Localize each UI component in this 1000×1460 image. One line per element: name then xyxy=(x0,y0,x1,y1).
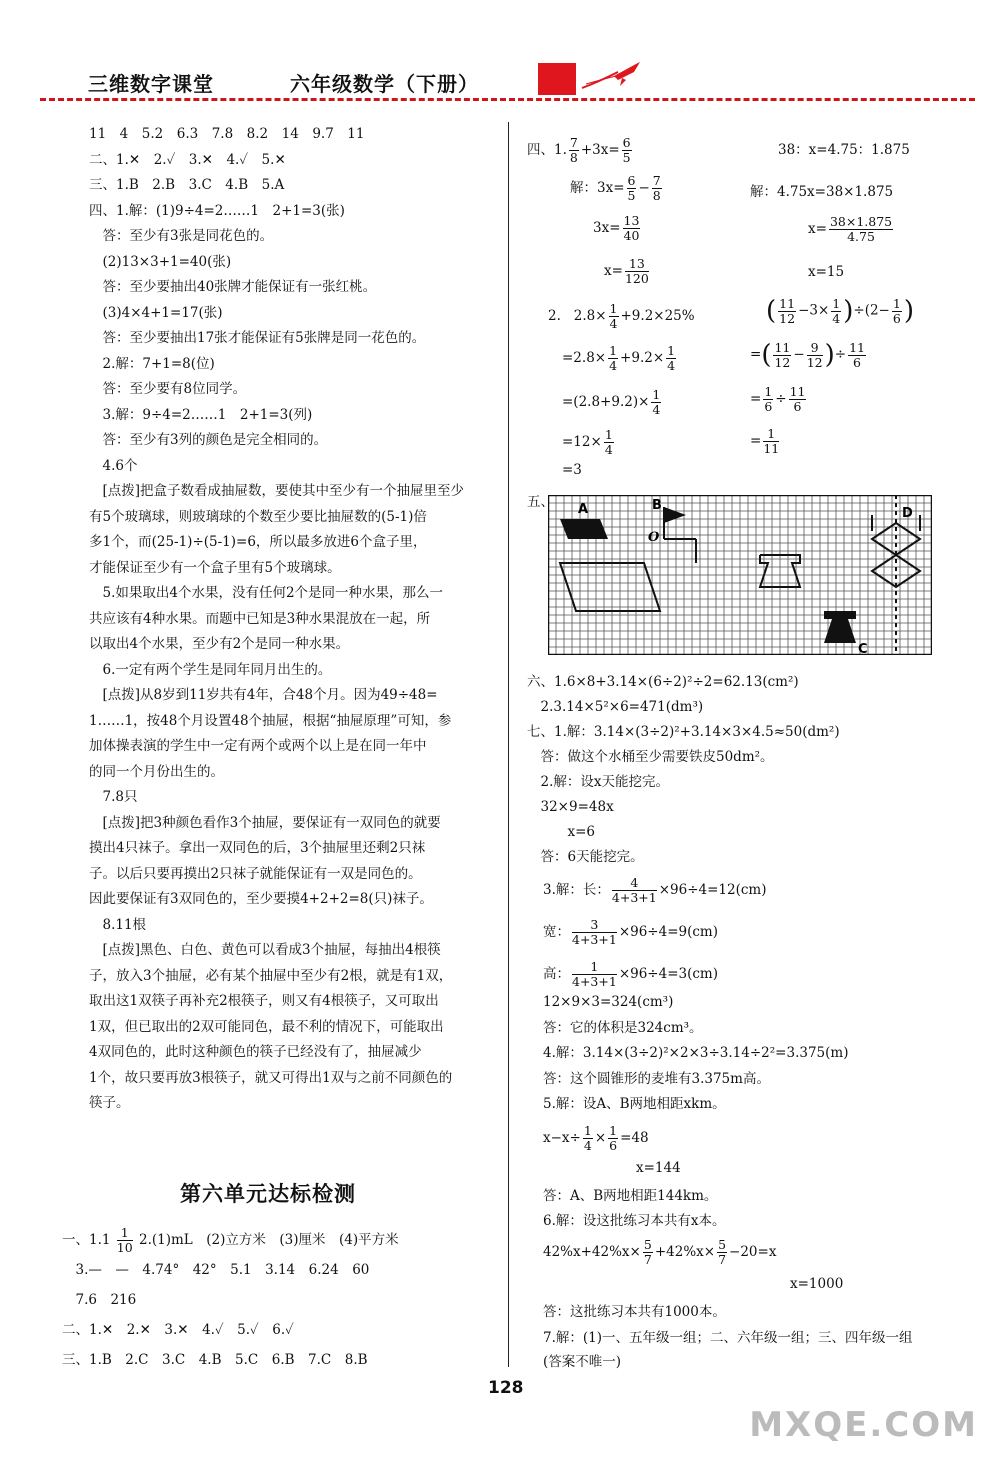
watermark: MXQE.COM xyxy=(749,1405,978,1445)
left-line: 1双，但已取出的2双可能同色，最不利的情况下，可能取出 xyxy=(89,1018,444,1035)
q4-eq2-step2: x= $\frac{38\times 1.875}{4.75}$ xyxy=(808,214,893,244)
label-c: C xyxy=(858,642,868,655)
left-line: 有5个玻璃球，则玻璃球的个数至少要比抽屉数的(5-1)倍 xyxy=(89,508,427,525)
section-title: 第六单元达标检测 xyxy=(180,1182,356,1206)
left-line: 1个，故只要再放3根筷子，就又可得出1双与之前不同颜色的 xyxy=(89,1069,453,1086)
q6-q7-lines xyxy=(527,670,840,870)
q5-equation: x−x÷ $\frac{1}{4}$ × $\frac{1}{6}$ =48 xyxy=(543,1123,649,1153)
unit6-line-3: 7.6 216 xyxy=(62,1292,137,1308)
q2-expr1-step3: =12× $\frac{1}{4}$ xyxy=(562,427,613,457)
q4-eq1: 四、1. $\frac{7}{8}$ +3x= $\frac{6}{5}$ xyxy=(527,135,631,165)
left-line: 答：至少要抽出17张才能保证有5张牌是同一花色的。 xyxy=(89,330,426,346)
unit6-answers xyxy=(62,1225,502,1375)
left-line: 7.8只 xyxy=(89,789,138,805)
left-line: 以取出4个水果，至少有2个是同一种水果。 xyxy=(89,636,350,652)
left-line: [点拨]把盒子数看成抽屉数，要使其中至少有一个抽屉里至少 xyxy=(89,483,465,499)
q2-expr1: 2. 2.8× $\frac{1}{4}$ +9.2×25% xyxy=(548,301,695,331)
left-line: 答：至少要抽出40张牌才能保证有一张红桃。 xyxy=(89,279,377,295)
q2-expr2-step3: = $\frac{1}{11}$ xyxy=(750,426,780,456)
right-line: 2.3.14×5²×6=471(dm³) xyxy=(527,699,704,715)
unit6-line-5: 三、1.B 2.C 3.C 4.B 5.C 6.B 7.C 8.B xyxy=(62,1352,368,1368)
left-line: 5.如果取出4个水果，没有任何2个是同一种水果，那么一 xyxy=(89,585,444,601)
left-line: [点拨]把3种颜色看作3个抽屉，要保证有一双同色的就要 xyxy=(89,814,441,831)
left-line: 共应该有4种水果。而题中已知是3种水果混放在一起，所 xyxy=(89,610,431,627)
left-line: 取出这1双筷子再补充2根筷子，则又有4根筷子，又可取出 xyxy=(89,993,439,1009)
shape-a xyxy=(560,519,608,539)
right-line: x=6 xyxy=(527,824,596,840)
q3-q5-lines xyxy=(543,990,848,1118)
left-line: 答：至少有3列的颜色是完全相同的。 xyxy=(89,432,328,448)
page-number: 128 xyxy=(488,1378,524,1398)
shape-b xyxy=(664,507,686,523)
q6-answer: 答：这批练习本共有1000本。 xyxy=(543,1304,726,1320)
right-tail-line: 答：这个圆锥形的麦堆有3.375m高。 xyxy=(543,1070,770,1087)
left-line: 四、1.解：(1)9÷4=2……1 2+1=3(张) xyxy=(89,202,345,219)
q6-setup: 6.解：设这批练习本共有x本。 xyxy=(543,1213,726,1229)
q4-eq2-step3: x=15 xyxy=(808,264,845,280)
right-line: 六、1.6×8+3.14×(6÷2)²÷2=62.13(cm²) xyxy=(527,674,799,690)
left-line: 8.11根 xyxy=(89,916,147,933)
left-line: 4.6个 xyxy=(89,457,138,474)
q4-eq2: 38：x=4.75：1.875 xyxy=(778,142,910,158)
q5-grid-figure xyxy=(548,495,932,655)
left-line: 因此要保证有3双同色的，至少要摸4+2+2=8(只)袜子。 xyxy=(89,891,433,907)
left-line: 的同一个月份出生的。 xyxy=(89,763,224,780)
q7-line2: (答案不唯一) xyxy=(543,1354,622,1370)
left-line: 加体操表演的学生中一定有两个或两个以上是在同一年中 xyxy=(89,738,427,754)
right-line: 32×9=48x xyxy=(527,799,614,815)
header-red-block xyxy=(538,63,576,95)
q3-height: 高： $\frac{1}{4+3+1}$ ×96÷4=3(cm) xyxy=(543,959,718,989)
q4-eq1-step2: 3x= $\frac{13}{40}$ xyxy=(593,213,640,243)
left-line: 6.一定有两个学生是同年同月出生的。 xyxy=(89,661,332,678)
right-tail-line: 5.解：设A、B两地相距xkm。 xyxy=(543,1096,726,1112)
q2-expr1-step2: =(2.8+9.2)× $\frac{1}{4}$ xyxy=(562,387,661,417)
left-line: 2.解：7+1=8(位) xyxy=(89,355,215,372)
book-title: 六年级数学（下册） xyxy=(290,72,479,96)
left-line: 答：至少要有8位同学。 xyxy=(89,381,247,397)
right-line: 答：做这个水桶至少需要铁皮50dm²。 xyxy=(527,749,774,765)
q5-answer: 答：A、B两地相距144km。 xyxy=(543,1188,718,1204)
q2-expr1-step4: =3 xyxy=(562,462,582,478)
left-line: 才能保证至少有一个盒子里有5个玻璃球。 xyxy=(89,559,341,576)
right-line: 七、1.解：3.14×(3÷2)²+3.14×3×4.5≈50(dm²) xyxy=(527,724,840,740)
left-line: (2)13×3+1=40(张) xyxy=(89,253,232,270)
left-line: 子。以后只要再摸出2只袜子就能保证有一双是同色的。 xyxy=(89,865,422,882)
left-line: [点拨]从8岁到11岁共有4年，合48个月。因为49÷48= xyxy=(89,687,438,703)
q3-width: 宽： $\frac{3}{4+3+1}$ ×96÷4=9(cm) xyxy=(543,917,718,947)
q2-expr2-step1: =( $\frac{11}{12}$ − $\frac{9}{12}$ )÷ $\frac{11}{6}$ xyxy=(750,339,865,370)
left-line: 11 4 5.2 6.3 7.8 8.2 14 9.7 11 xyxy=(89,126,365,142)
right-tail-line: 答：它的体积是324cm³。 xyxy=(543,1019,703,1036)
left-line: [点拨]黑色、白色、黄色可以看成3个抽屉，每抽出4根筷 xyxy=(89,942,441,958)
left-line: 子，放入3个抽屉，必有某个抽屉中至少有2根，就是有1双， xyxy=(89,967,453,984)
left-line: 三、1.B 2.B 3.C 4.B 5.A xyxy=(89,177,285,193)
right-tail-line: 4.解：3.14×(3÷2)²×2×3÷3.14÷2²=3.375(m) xyxy=(543,1045,849,1061)
unit6-line-2: 3.— — 4.74° 42° 5.1 3.14 6.24 60 xyxy=(62,1262,370,1278)
q5-label: 五、 xyxy=(527,494,554,510)
left-line: 筷子。 xyxy=(89,1095,130,1111)
left-line: 答：至少有3张是同花色的。 xyxy=(89,228,274,244)
q3-length: 3.解：长： $\frac{4}{4+3+1}$ ×96÷4=12(cm) xyxy=(543,875,767,905)
q4-eq1-step3: x= $\frac{13}{120}$ xyxy=(604,256,649,286)
label-a: A xyxy=(578,502,589,517)
page-header xyxy=(0,0,1000,110)
series-title: 三维数字课堂 xyxy=(88,72,214,96)
q4-eq2-step1: 解：4.75x=38×1.875 xyxy=(750,184,894,200)
label-d: D xyxy=(902,506,913,521)
q6-equation: 42%x+42%x× $\frac{5}{7}$ +42%x× $\frac{5}{7}$ −20=x xyxy=(543,1237,777,1267)
q6-solution: x=1000 xyxy=(790,1276,844,1292)
fraction: $\frac{1}{10}$ xyxy=(116,1225,133,1255)
q4-eq1-step1: 解：3x= $\frac{6}{5}$ − $\frac{7}{8}$ xyxy=(570,173,661,203)
left-line: 4双同色的，此时这种颜色的筷子已经没有了，抽屉减少 xyxy=(89,1044,422,1060)
left-line: 3.解：9÷4=2……1 2+1=3(列) xyxy=(89,406,313,423)
q2-expr2: ( $\frac{11}{12}$ −3× $\frac{1}{4}$ )÷(2− $\frac{1}{6}$ ) xyxy=(766,295,914,326)
left-line: (3)4×4+1=17(张) xyxy=(89,304,223,321)
q7-line1: 7.解：(1)一、五年级一组；二、六年级一组；三、四年级一组 xyxy=(543,1330,913,1346)
left-column xyxy=(89,122,494,1117)
unit6-line-1: 一、1.1 $\frac{1}{10}$ 2.(1)mL (2)立方米 (3)厘米 (4)平方米 xyxy=(62,1225,399,1255)
label-o: O xyxy=(648,530,660,545)
column-divider xyxy=(508,122,509,1367)
unit6-line-4: 二、1.✕ 2.✕ 3.✕ 4.✓ 5.✓ 6.✓ xyxy=(62,1322,294,1338)
right-line: 答：6天能挖完。 xyxy=(527,849,644,865)
q2-expr2-step2: = $\frac{1}{6}$ ÷ $\frac{11}{6}$ xyxy=(750,384,806,414)
shape-c xyxy=(824,611,856,643)
label-b: B xyxy=(652,498,662,513)
left-line: 1……1，按48个月设置48个抽屉，根据“抽屉原理”可知，参 xyxy=(89,712,452,729)
q5-solution: x=144 xyxy=(636,1160,681,1176)
left-line: 二、1.✕ 2.✓ 3.✕ 4.✓ 5.✕ xyxy=(89,151,286,168)
right-tail-line: 12×9×3=324(cm³) xyxy=(543,994,674,1010)
header-divider xyxy=(40,98,975,101)
shape-parallelogram xyxy=(560,563,660,611)
right-line: 2.解：设x天能挖完。 xyxy=(527,774,669,790)
left-line: 摸出4只袜子。拿出一双同色的后，3个抽屉里还剩2只袜 xyxy=(89,840,426,856)
q2-expr1-step1: =2.8× $\frac{1}{4}$ +9.2× $\frac{1}{4}$ xyxy=(562,343,676,373)
rocket-icon xyxy=(578,58,644,94)
left-line: 多1个，而(25-1)÷(5-1)=6，所以最多放进6个盒子里， xyxy=(89,534,427,550)
